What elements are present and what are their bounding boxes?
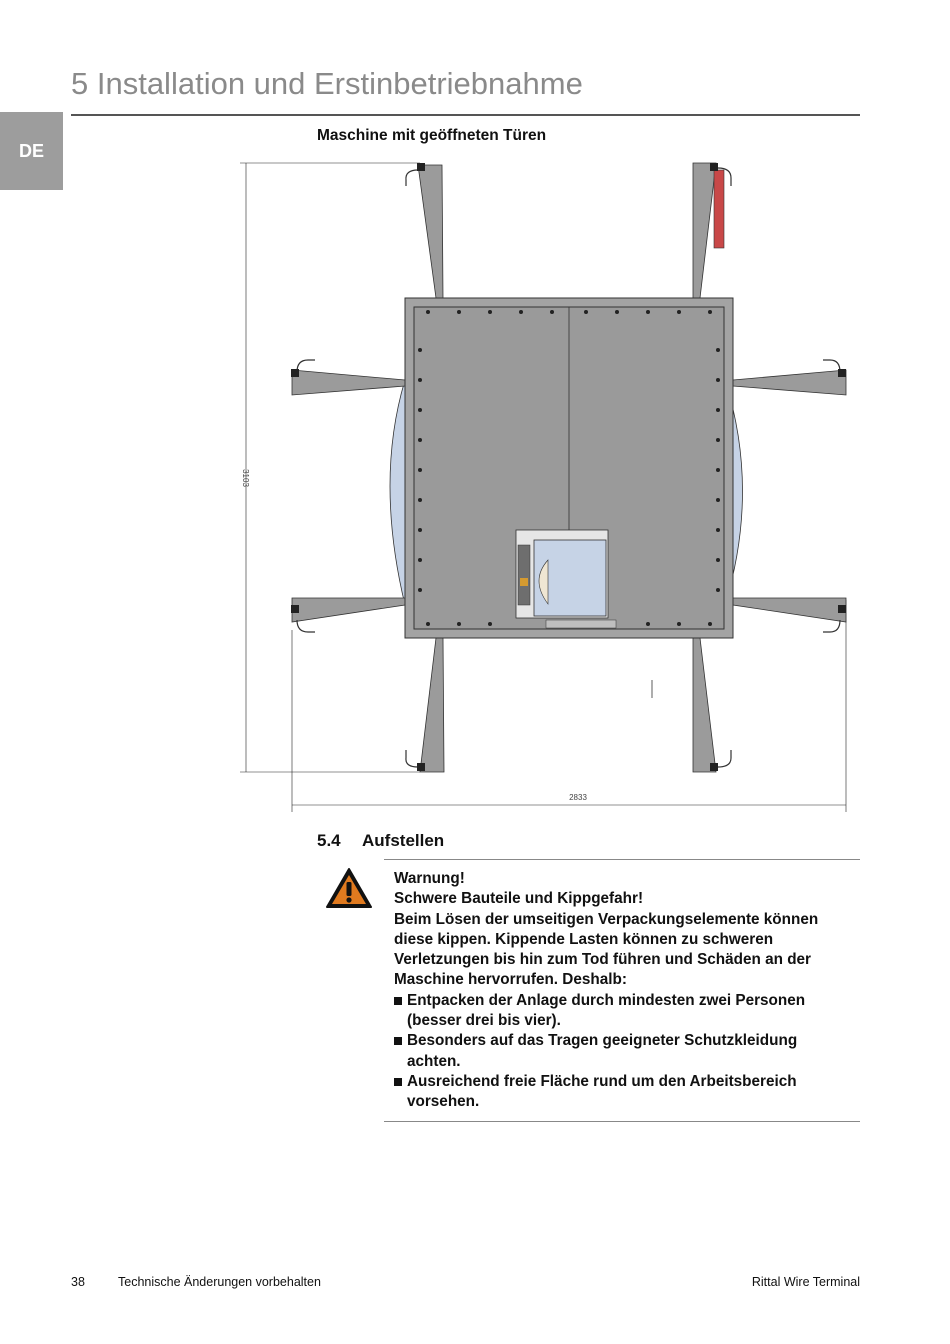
section-title: Aufstellen	[362, 831, 445, 850]
section-number: 5.4	[317, 831, 341, 850]
dimension-height-label: 3103	[241, 469, 250, 487]
door-bottom-right	[693, 638, 716, 772]
door-left-lower	[292, 598, 405, 622]
section-heading	[317, 831, 444, 851]
door-right-lower	[733, 598, 846, 622]
door-top-right	[693, 163, 716, 298]
warning-bottom-rule	[384, 1121, 860, 1122]
dimension-width-label: 2833	[569, 793, 587, 802]
language-tab[interactable]: DE	[0, 112, 63, 190]
chapter-title: 5 Installation und Erstinbetriebnahme	[71, 66, 583, 101]
warning-list-item: Besonders auf das Tragen geeigneter Schutzkleidung achten.	[394, 1031, 854, 1072]
warning-list-item: Ausreichend freie Fläche rund um den Arbeitsbereich vorsehen.	[394, 1072, 854, 1113]
warning-list	[394, 991, 854, 1113]
machine-top-view-drawing	[235, 150, 855, 815]
title-divider	[71, 114, 860, 116]
door-right-upper	[733, 370, 846, 395]
footer-note: Technische Änderungen vorbehalten	[118, 1275, 321, 1289]
warning-triangle-icon	[325, 867, 373, 909]
door-left-upper	[292, 370, 405, 395]
warning-top-rule	[384, 859, 860, 860]
door-bottom-left	[420, 638, 444, 772]
page-number: 38	[71, 1275, 85, 1289]
warning-list-item: Entpacken der Anlage durch mindesten zwei Personen (besser drei bis vier).	[394, 991, 854, 1032]
warning-block	[394, 869, 854, 1113]
figure-caption: Maschine mit geöffneten Türen	[317, 127, 547, 144]
warning-body: Beim Lösen der umseitigen Verpackungselemente können diese kippen. Kippende Lasten können zu schweren Verletzungen bis hin zum Tod führen und Schäden an der Maschine hervorrufen. Deshalb:	[394, 910, 819, 989]
warning-heading: Warnung!	[394, 870, 465, 887]
footer-product: Rittal Wire Terminal	[751, 1275, 860, 1289]
warning-subheading: Schwere Bauteile und Kippgefahr!	[394, 890, 644, 908]
door-top-left	[418, 165, 443, 298]
red-control-panel	[714, 170, 724, 248]
